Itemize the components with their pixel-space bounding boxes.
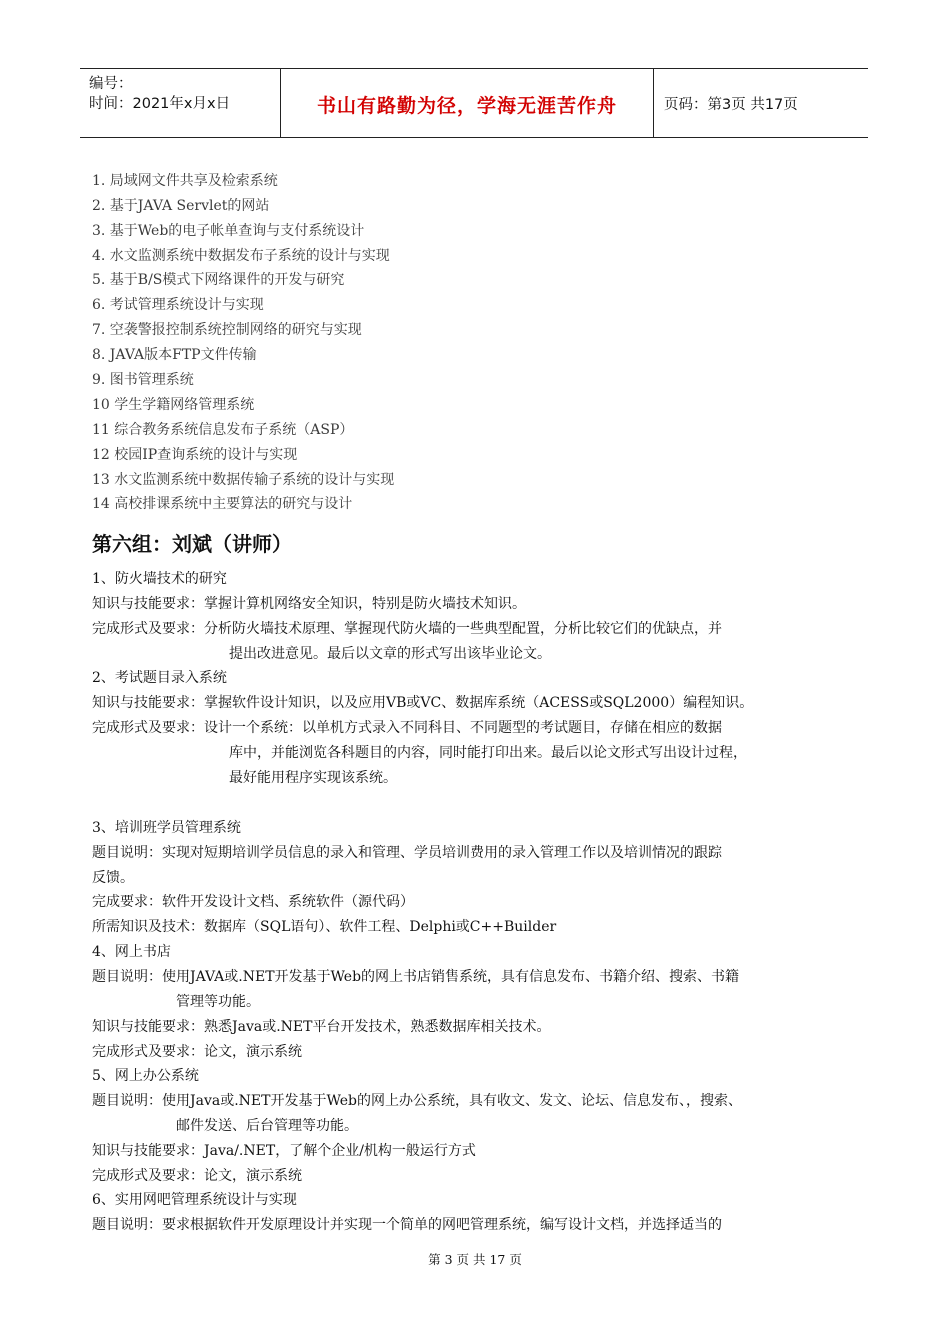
list-item: 11 综合教务系统信息发布子系统（ASP） (92, 422, 354, 438)
list-item: 3. 基于Web的电子帐单查询与支付系统设计 (92, 223, 365, 239)
page-info: 页码：第3页 共17页 (664, 97, 798, 113)
body-line: 完成形式及要求：论文，演示系统 (92, 1168, 302, 1184)
item-title: 5、网上办公系统 (92, 1068, 199, 1084)
body-line: 题目说明：实现对短期培训学员信息的录入和管理、学员培训费用的录入管理工作以及培训情况的跟踪 (92, 845, 722, 861)
body-line-continuation: 库中，并能浏览各科题目的内容，同时能打印出来。最后以论文形式写出设计过程， (229, 745, 747, 761)
item-title: 1、防火墙技术的研究 (92, 571, 227, 587)
body-line: 完成要求：软件开发设计文档、系统软件（源代码） (92, 894, 414, 910)
code-label: 编号： (89, 76, 133, 92)
list-item: 14 高校排课系统中主要算法的研究与设计 (92, 496, 353, 512)
body-line: 知识与技能要求：熟悉Java或.NET平台开发技术，熟悉数据库相关技术。 (92, 1019, 551, 1035)
list-item: 7. 空袭警报控制系统控制网络的研究与实现 (92, 322, 362, 338)
body-line-continuation: 最好能用程序实现该系统。 (229, 770, 397, 786)
body-line: 题目说明：要求根据软件开发原理设计并实现一个简单的网吧管理系统，编写设计文档，并选择适当的 (92, 1217, 722, 1233)
item-title: 3、培训班学员管理系统 (92, 820, 241, 836)
body-line: 完成形式及要求：论文，演示系统 (92, 1044, 302, 1060)
list-item: 1. 局域网文件共享及检索系统 (92, 173, 278, 189)
body-line: 题目说明：使用JAVA或.NET开发基于Web的网上书店销售系统，具有信息发布、书籍介绍、搜索、书籍 (92, 969, 740, 985)
body-line-continuation: 管理等功能。 (176, 994, 260, 1010)
list-item: 9. 图书管理系统 (92, 372, 194, 388)
body-line: 知识与技能要求：掌握软件设计知识，以及应用VB或VC、数据库系统（ACESS或SQL2000）编程知识。 (92, 695, 754, 711)
header-page-cell (654, 69, 868, 137)
body-line: 题目说明：使用Java或.NET开发基于Web的网上办公系统，具有收文、发文、论坛、信息发布、，搜索、 (92, 1093, 742, 1109)
item-title: 2、考试题目录入系统 (92, 670, 227, 686)
list-item: 2. 基于JAVA Servlet的网站 (92, 198, 270, 214)
body-line: 知识与技能要求：掌握计算机网络安全知识，特别是防火墙技术知识。 (92, 596, 526, 612)
list-item: 8. JAVA版本FTP文件传输 (92, 347, 257, 363)
section-heading: 第六组：刘斌（讲师） (92, 532, 292, 556)
list-item: 5. 基于B/S模式下网络课件的开发与研究 (92, 272, 345, 288)
document-header (80, 68, 868, 138)
list-item: 12 校园IP查询系统的设计与实现 (92, 447, 298, 463)
motto: 书山有路勤为径，学海无涯苦作舟 (316, 95, 617, 117)
item-title: 4、网上书店 (92, 944, 171, 960)
list-item: 6. 考试管理系统设计与实现 (92, 297, 264, 313)
list-item: 13 水文监测系统中数据传输子系统的设计与实现 (92, 472, 395, 488)
list-item: 4. 水文监测系统中数据发布子系统的设计与实现 (92, 248, 390, 264)
body-line-continuation: 提出改进意见。最后以文章的形式写出该毕业论文。 (229, 646, 551, 662)
body-line: 完成形式及要求：设计一个系统：以单机方式录入不同科目、不同题型的考试题目，存储在相应的数据 (92, 720, 722, 736)
body-line: 反馈。 (92, 870, 134, 886)
item-title: 6、实用网吧管理系统设计与实现 (92, 1192, 297, 1208)
body-line: 知识与技能要求：Java/.NET，了解个企业/机构一般运行方式 (92, 1143, 476, 1159)
body-line: 所需知识及技术：数据库（SQL语句）、软件工程、Delphi或C++Builder (92, 919, 557, 935)
header-motto-cell (280, 69, 654, 137)
body-line-continuation: 邮件发送、后台管理等功能。 (176, 1118, 358, 1134)
list-item: 10 学生学籍网络管理系统 (92, 397, 255, 413)
header-meta-cell (80, 69, 280, 137)
page-footer: 第 3 页 共 17 页 (428, 1252, 522, 1267)
time-label: 时间：2021年x月x日 (89, 96, 231, 112)
body-line: 完成形式及要求：分析防火墙技术原理、掌握现代防火墙的一些典型配置，分析比较它们的优缺点，并 (92, 621, 722, 637)
